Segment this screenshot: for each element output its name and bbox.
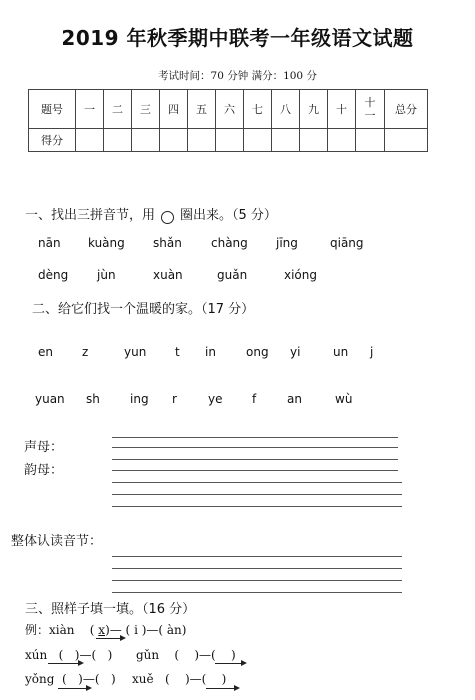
pinyin-item: yi	[290, 345, 301, 359]
answer-line	[112, 437, 398, 438]
page-title: 2019 年秋季期中联考一年级语文试题	[61, 26, 414, 50]
example-part: i	[134, 623, 138, 637]
fill-item-word: xuě	[132, 672, 154, 686]
fill-item-word: xún	[25, 648, 48, 662]
score-cell-empty	[272, 129, 300, 152]
score-table-cell: 二	[104, 90, 132, 129]
score-table-score-row	[29, 129, 428, 152]
score-cell-empty	[104, 129, 132, 152]
fill-item-word: gǔn	[136, 648, 160, 662]
example-part: àn	[166, 623, 182, 637]
pinyin-item: in	[205, 345, 216, 359]
pinyin-item: chàng	[211, 236, 248, 250]
pinyin-item: sh	[86, 392, 100, 406]
score-table-cell: 三	[132, 90, 160, 129]
score-cell-empty	[188, 129, 216, 152]
example-word: xiàn	[49, 623, 75, 637]
pinyin-item: shǎn	[153, 236, 182, 250]
zhengti-label: 整体认读音节：	[11, 534, 103, 549]
pinyin-item: jīng	[276, 236, 298, 250]
answer-line	[112, 506, 402, 507]
example-part: x	[98, 623, 106, 637]
exam-info: 考试时间：70 分钟 满分：100 分	[158, 70, 317, 82]
fill-item: yǒng ( )—( )	[25, 672, 116, 686]
fill-item: xuě ( )—( )	[132, 672, 227, 686]
score-cell-empty	[300, 129, 328, 152]
score-table-cell: 八	[272, 90, 300, 129]
score-table-cell: 四	[160, 90, 188, 129]
score-table-cell: 九	[300, 90, 328, 129]
arrow-icon	[206, 688, 238, 689]
pinyin-item: z	[82, 345, 89, 359]
question-3-title: 三、照样子填一填。（16 分）	[25, 602, 196, 617]
answer-line	[112, 592, 402, 593]
score-table-cell: 得分	[29, 129, 76, 152]
score-cell-empty	[244, 129, 272, 152]
score-table-header-row	[29, 90, 428, 129]
pinyin-item: dèng	[38, 268, 69, 282]
yunmu-label: 韵母：	[24, 463, 64, 478]
question-1-title	[25, 204, 277, 224]
answer-line	[112, 494, 402, 495]
question-1-prefix: 一、找出三拼音节，用	[25, 208, 156, 223]
pinyin-item: xuàn	[153, 268, 183, 282]
answer-line	[112, 447, 398, 448]
shengmu-label: 声母：	[24, 440, 64, 455]
pinyin-item: j	[370, 345, 374, 359]
arrow-icon	[96, 638, 124, 639]
score-cell-empty	[216, 129, 244, 152]
arrow-icon	[215, 663, 245, 664]
arrow-icon	[58, 688, 90, 689]
pinyin-item: yun	[124, 345, 147, 359]
score-cell-empty	[328, 129, 356, 152]
pinyin-item: t	[175, 345, 180, 359]
example-row: 例：xiàn ( x)— ( i )—( àn)	[25, 623, 187, 637]
pinyin-item: un	[333, 345, 349, 359]
answer-line	[112, 482, 402, 483]
score-table-cell: 十	[328, 90, 356, 129]
question-2-title: 二、给它们找一个温暖的家。（17 分）	[32, 302, 255, 317]
fill-item-word: yǒng	[25, 672, 55, 686]
score-table-cell: 七	[244, 90, 272, 129]
pinyin-item: yuan	[35, 392, 65, 406]
score-cell-empty	[385, 129, 428, 152]
pinyin-item: an	[287, 392, 302, 406]
arrow-icon	[48, 663, 82, 664]
circle-icon	[161, 211, 174, 224]
answer-line	[112, 470, 398, 471]
pinyin-item: wù	[335, 392, 353, 406]
question-1-suffix: 圈出来。（5 分）	[180, 208, 277, 223]
score-table	[28, 89, 428, 152]
answer-line	[112, 580, 402, 581]
pinyin-item: xióng	[284, 268, 317, 282]
fill-item: xún ( )—( )	[25, 648, 113, 662]
pinyin-item: qiāng	[330, 236, 364, 250]
score-table-cell: 五	[188, 90, 216, 129]
answer-line	[112, 556, 402, 557]
pinyin-item: kuàng	[88, 236, 125, 250]
score-cell-empty	[132, 129, 160, 152]
pinyin-item: en	[38, 345, 53, 359]
pinyin-item: ing	[130, 392, 149, 406]
score-cell-empty	[160, 129, 188, 152]
answer-line	[112, 568, 402, 569]
answer-line	[112, 459, 398, 460]
score-cell-empty	[76, 129, 104, 152]
score-table-cell: 六	[216, 90, 244, 129]
pinyin-item: ong	[246, 345, 269, 359]
example-label: 例：	[25, 623, 50, 637]
pinyin-item: f	[252, 392, 257, 406]
pinyin-item: r	[172, 392, 177, 406]
score-table-cell: 一	[76, 90, 104, 129]
score-cell-empty	[356, 129, 385, 152]
pinyin-item: nān	[38, 236, 61, 250]
fill-item: gǔn ( )—( )	[136, 648, 236, 662]
pinyin-item: guǎn	[217, 268, 248, 282]
score-table-cell: 十一	[356, 90, 385, 129]
pinyin-item: ye	[208, 392, 223, 406]
pinyin-item: jùn	[97, 268, 116, 282]
score-table-cell: 题号	[29, 90, 76, 129]
score-table-cell: 总分	[385, 90, 428, 129]
